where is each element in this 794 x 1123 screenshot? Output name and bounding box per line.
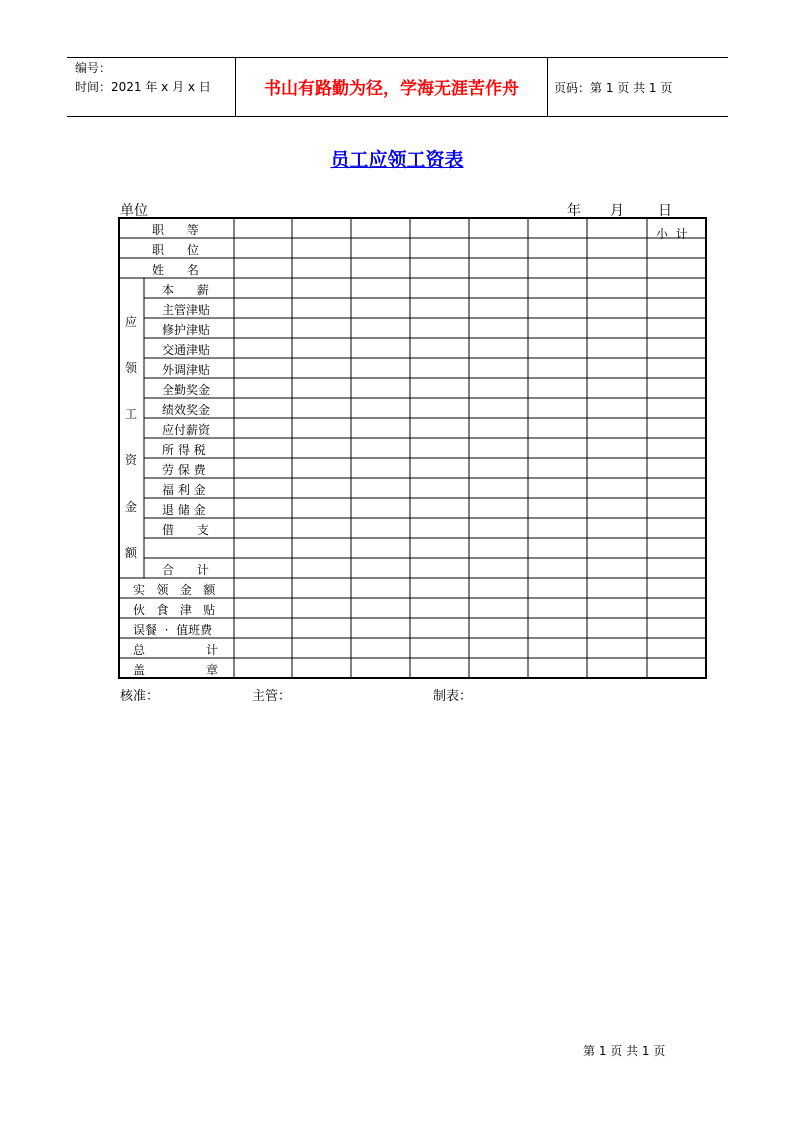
date-month-label: 月 — [610, 203, 624, 219]
row-label: 职 位 — [152, 243, 199, 257]
document-title: 员工应领工资表 — [330, 149, 464, 171]
page-number-label: 页码：第 1 页 共 1 页 — [554, 81, 673, 95]
group-label-char: 额 — [125, 545, 138, 560]
row-label: 实 领 金 额 — [133, 583, 216, 597]
row-label: 盖 章 — [133, 663, 219, 677]
row-label: 总 计 — [133, 643, 219, 657]
row-label: 交通津贴 — [162, 343, 211, 357]
prepared-by-label: 制表： — [433, 689, 473, 704]
row-label: 外调津贴 — [162, 363, 211, 377]
row-label: 伙 食 津 贴 — [133, 603, 216, 617]
supervisor-label: 主管： — [252, 689, 292, 704]
row-label: 福 利 金 — [162, 483, 206, 497]
row-label: 主管津贴 — [162, 303, 211, 317]
row-label: 全勤奖金 — [162, 383, 211, 397]
row-label: 修护津贴 — [162, 323, 211, 337]
row-label: 合 计 — [162, 563, 209, 577]
row-label: 退 储 金 — [162, 503, 206, 517]
subtotal-header: 小 计 — [656, 227, 688, 241]
row-label: 绩效奖金 — [162, 403, 211, 417]
row-label: 误餐 · 值班费 — [133, 623, 213, 637]
group-label-char: 资 — [125, 453, 138, 468]
date-time-label: 时间：2021 年 x 月 x 日 — [75, 80, 211, 94]
date-day-label: 日 — [658, 203, 672, 219]
row-label: 本 薪 — [162, 283, 209, 297]
unit-label: 单位 — [120, 203, 148, 219]
row-label: 所 得 税 — [162, 443, 206, 457]
approver-label: 核准： — [120, 689, 160, 704]
row-label: 职 等 — [152, 223, 199, 237]
group-label-char: 工 — [125, 407, 138, 422]
group-label-char: 金 — [125, 499, 138, 514]
group-label-char: 领 — [125, 361, 138, 376]
date-year-label: 年 — [567, 203, 581, 219]
row-label: 姓 名 — [152, 263, 199, 277]
row-label: 应付薪资 — [162, 423, 211, 437]
header-motto: 书山有路勤为径，学海无涯苦作舟 — [264, 79, 519, 99]
group-label-char: 应 — [125, 314, 138, 329]
serial-number-label: 编号： — [75, 61, 112, 75]
page-footer: 第 1 页 共 1 页 — [583, 1044, 666, 1058]
row-label: 借 支 — [162, 523, 209, 537]
row-label: 劳 保 费 — [162, 463, 206, 477]
